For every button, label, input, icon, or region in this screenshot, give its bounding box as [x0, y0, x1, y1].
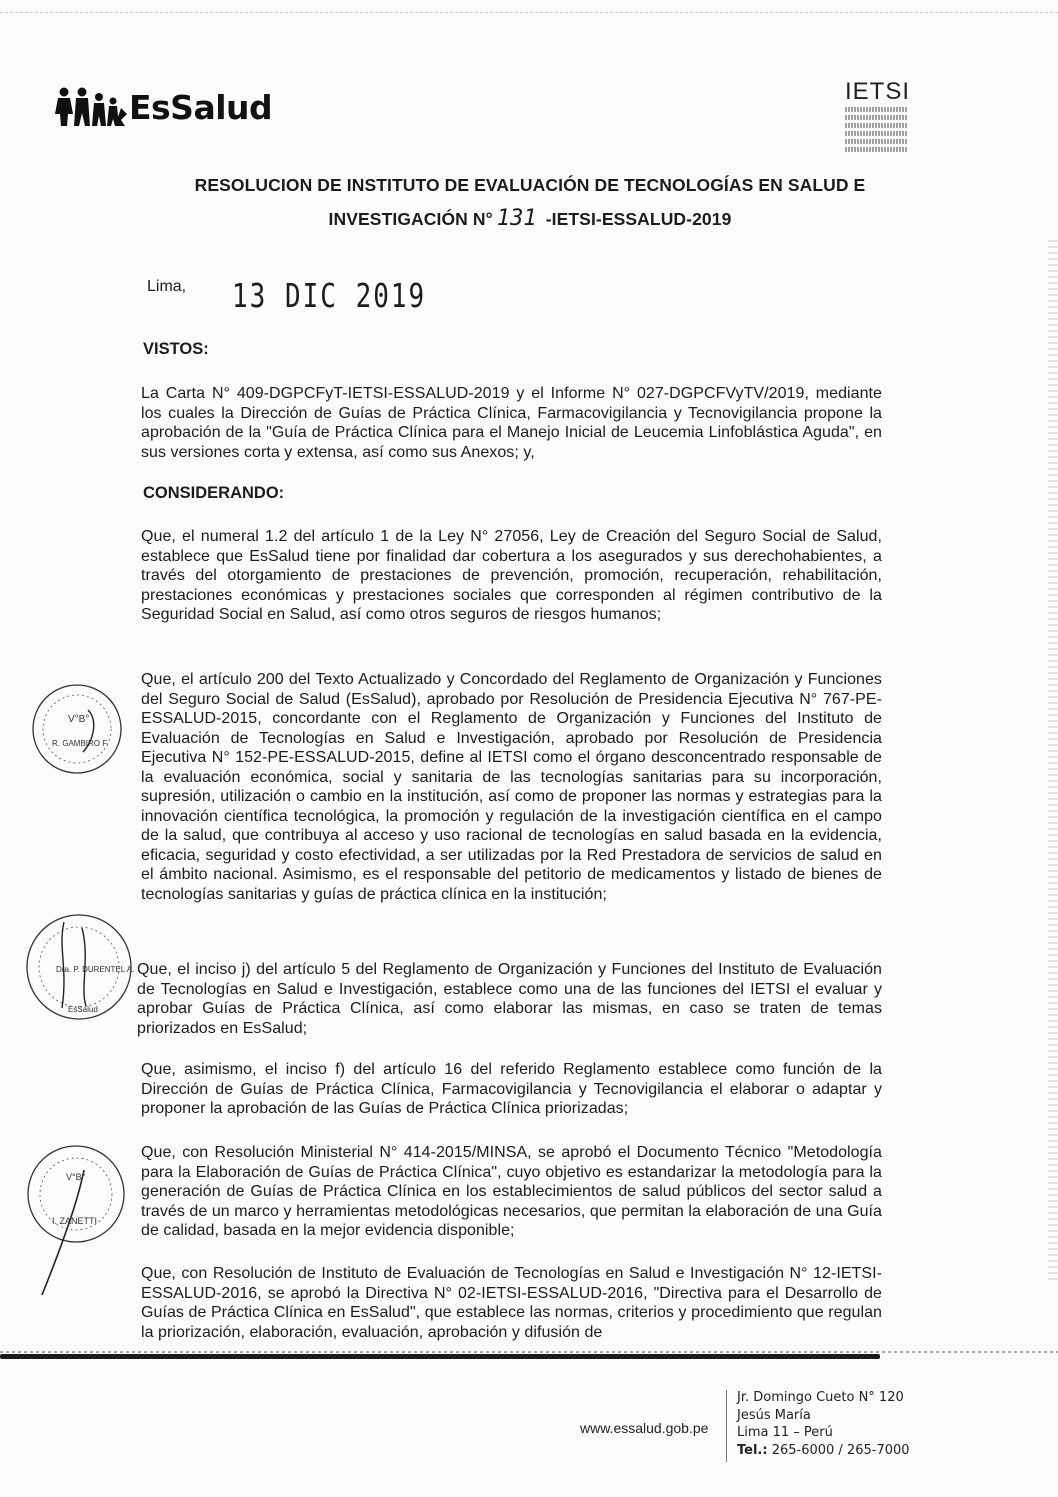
title-line-1: RESOLUCION DE INSTITUTO DE EVALUACIÓN DE TECNOLOGÍAS EN SALUD E — [194, 175, 866, 195]
ietsi-title: IETSI — [845, 78, 911, 105]
seal-3-vobo: V°B° — [66, 1172, 86, 1182]
date-stamp: 13 DIC 2019 — [232, 278, 427, 316]
essalud-logo — [55, 86, 272, 128]
considerando-paragraph-2: Que, el artículo 200 del Texto Actualizado y Concordado del Reglamento de Organización y Funciones del Seguro Social de Salud (EsSalud), aprobado por Resolución de Presidencia Ejecutiva N° 767-PE-ESSALUD-2015, concordante con el Reglamento de Organización y Funciones del Instituto de Evaluación de Tecnologías en Salud e Investigación, aprobado por Resolución de Presidencia Ejecutiva N° 152-PE-ESSALUD-2015, define al IETSI como el órgano desconcentrado responsable de la evaluación económica, social y sanitaria de las tecnologías sanitarias para su incorporación, supresión, utilización o cambio en la institución, así como de proponer las normas y estrategias para la innovación científica tecnológica, la promoción y regulación de la investigación científica en el campo de la salud, que contribuya al acceso y uso racional de tecnologías en salud basada en la evidencia, eficacia, seguridad y costo efectividad, a ser utilizadas por la Red Prestadora de servicios de salud en el ámbito nacional. Asimismo, es el responsable del petitorio de medicamentos y listado de bienes de tecnologías sanitarias y guías de práctica clínica en la institución; — [141, 671, 882, 903]
title-suffix: -IETSI-ESSALUD-2019 — [545, 209, 732, 229]
vistos-text: La Carta N° 409-DGPCFyT-IETSI-ESSALUD-2019 y el Informe N° 027-DGPCFVyTV/2019, mediante los cuales la Dirección de Guías de Práctica Clínica, Farmacovigilancia y Tecnovigilancia propone la aprobación de la "Guía de Práctica Clínica para el Manejo Inicial de Leucemia Linfoblástica Aguda", en sus versiones corta y extensa, así como sus Anexos; y, — [141, 385, 882, 461]
seal-2-org: EsSalud — [68, 1005, 98, 1014]
title-prefix: INVESTIGACIÓN N° — [328, 209, 493, 229]
seal-3 — [20, 1140, 126, 1300]
footer-address — [737, 1389, 910, 1459]
resolution-number: 131 — [496, 206, 537, 231]
considerando-heading: CONSIDERANDO: — [143, 484, 285, 502]
scan-top-border — [0, 0, 1058, 13]
footer-website: www.essalud.gob.pe — [580, 1420, 709, 1436]
address-line-1: Jr. Domingo Cueto N° 120 — [737, 1390, 904, 1405]
seal-2-name: Dra. P. DURENTEL A. — [56, 965, 135, 974]
seal-1 — [28, 680, 126, 778]
seal-3-name: I. ZANETTI — [52, 1216, 97, 1226]
seal-1-vobo: V°B° — [68, 714, 90, 725]
vistos-heading: VISTOS: — [143, 340, 209, 358]
address-phone — [737, 1442, 910, 1460]
phone-numbers: 265-6000 / 265-7000 — [771, 1442, 910, 1458]
address-line-2: Jesús María — [737, 1407, 811, 1423]
ietsi-subtitle-lines — [845, 107, 925, 152]
considerando-paragraph-5: Que, con Resolución Ministerial N° 414-2015/MINSA, se aprobó el Documento Técnico "Metodología para la Elaboración de Guías de Práctica Clínica", cuyo objetivo es estandarizar la metodología para la generación de Guías de Práctica Clínica en los establecimientos de salud públicos del sector salud a través de un marco y herramientas metodológicas necesarios, que permitan la elaboración de una Guía de calidad, basada en la mejor evidencia disponible; — [141, 1144, 882, 1239]
title-line-2 — [120, 202, 940, 236]
family-icon — [55, 86, 127, 128]
considerando-paragraph-4: Que, asimismo, el inciso f) del artículo 16 del referido Reglamento establece como función de la Dirección de Guías de Práctica Clínica, Farmacovigilancia y Tecnovigilancia el elaborar o adaptar y proponer la aprobación de las Guías de Práctica Clínica priorizadas; — [141, 1061, 882, 1117]
considerando-paragraph-1: Que, el numeral 1.2 del artículo 1 de la Ley N° 27056, Ley de Creación del Seguro Social de Salud, establece que EsSalud tiene por finalidad dar cobertura a los asegurados y sus derechohabientes, a través del otorgamiento de prestaciones de prevención, promoción, recuperación, rehabilitación, prestaciones económicas y prestaciones sociales que corresponden al régimen contributivo de la Seguridad Social en Salud, así como otros seguros de riesgos humanos; — [141, 528, 882, 623]
bottom-rule-dotted — [0, 1351, 1058, 1353]
logo-text: EsSalud — [129, 87, 273, 127]
considerando-paragraph-6: Que, con Resolución de Instituto de Evaluación de Tecnologías en Salud e Investigación N° 12-IETSI-ESSALUD-2016, se aprobó la Directiva N° 02-IETSI-ESSALUD-2016, "Directiva para el Desarrollo de Guías de Práctica Clínica en EsSalud", que establece las normas, criterios y procedimiento que regulan la priorización, elaboración, evaluación, aprobación y difusión de — [141, 1265, 882, 1341]
address-line-3: Lima 11 – Perú — [737, 1425, 833, 1440]
scan-right-edge — [1048, 240, 1058, 1280]
considerando-paragraph-3: Que, el inciso j) del artículo 5 del Reglamento de Organización y Funciones del Instituto de Evaluación de Tecnologías en Salud e Investigación, establece como una de las funciones del IETSI el evaluar y aprobar Guías de Práctica Clínica, así como elaborar las mismas, en caso se traten de temas priorizados en EsSalud; — [137, 961, 882, 1037]
seal-1-name: R. GAMBIRO F. — [52, 739, 109, 748]
place: Lima, — [147, 278, 187, 295]
footer-separator — [726, 1390, 727, 1462]
resolution-title — [120, 168, 940, 236]
seal-2 — [20, 908, 138, 1026]
ietsi-logo — [845, 80, 925, 152]
phone-label: Tel.: — [737, 1442, 768, 1458]
bottom-rule — [0, 1354, 880, 1359]
